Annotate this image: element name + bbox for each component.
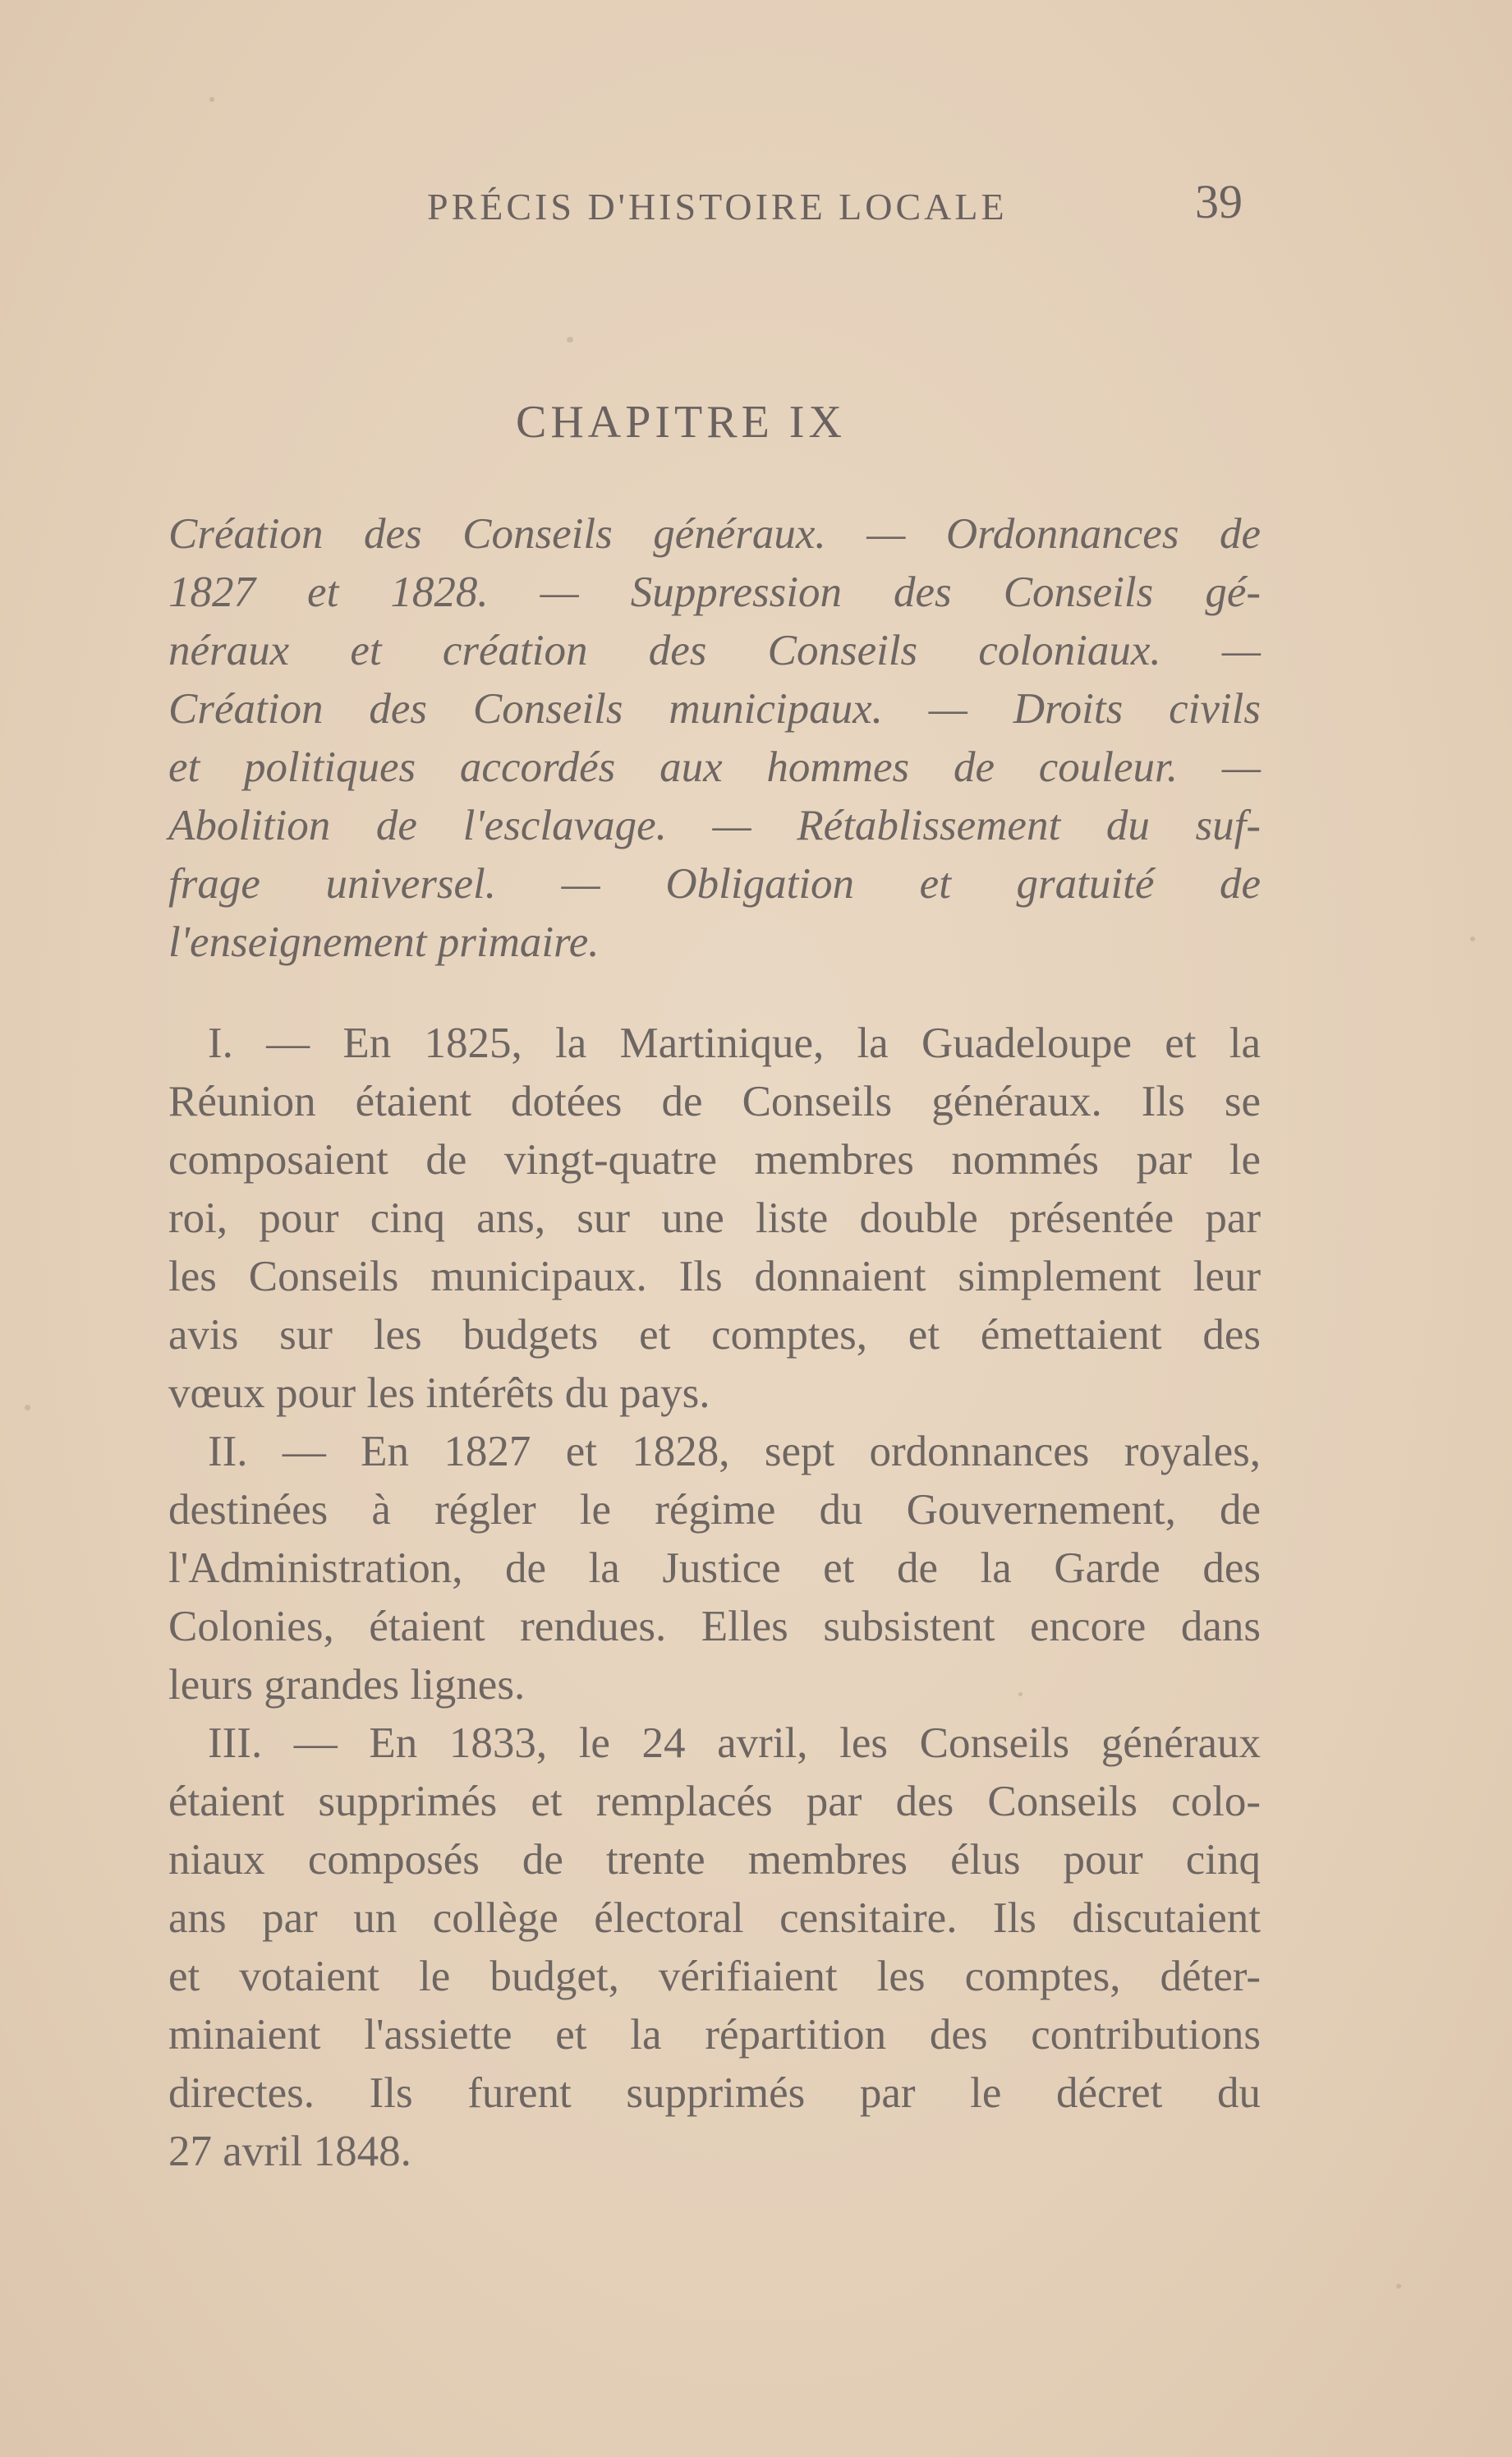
summary-line: l'enseignement primaire. [168, 918, 600, 966]
text-line: étaient supprimés et remplacés par des Conseils colo- [168, 1778, 1261, 1825]
text-line: 27 avril 1848. [168, 2128, 411, 2175]
body-text [168, 1015, 1261, 2181]
text-line: l'Administration, de la Justice et de la Garde des [168, 1544, 1261, 1592]
text-line: directes. Ils furent supprimés par le décret du [168, 2069, 1261, 2117]
paper-speck [1396, 2284, 1401, 2289]
running-head: PRÉCIS D'HISTOIRE LOCALE [427, 186, 1008, 228]
summary-line: 1827 et 1828. — Suppression des Conseils gé- [168, 568, 1261, 616]
chapter-summary [168, 505, 1261, 972]
text-line: destinées à régler le régime du Gouvernement, de [168, 1486, 1261, 1534]
paragraph-1 [168, 1015, 1261, 1423]
text-line: avis sur les budgets et comptes, et émettaient des [168, 1311, 1261, 1359]
text-line: ans par un collège électoral censitaire. Ils discutaient [168, 1894, 1261, 1942]
text-line: Colonies, étaient rendues. Elles subsistent encore dans [168, 1603, 1261, 1650]
text-line: et votaient le budget, vérifiaient les comptes, déter- [168, 1953, 1261, 2000]
chapter-title: CHAPITRE IX [516, 397, 846, 448]
text-line: minaient l'assiette et la répartition des contributions [168, 2011, 1261, 2059]
text-line: leurs grandes lignes. [168, 1661, 526, 1709]
text-line: roi, pour cinq ans, sur une liste double présentée par [168, 1194, 1261, 1242]
text-line: I. — En 1825, la Martinique, la Guadeloupe et la [208, 1019, 1261, 1067]
paper-speck [1470, 936, 1475, 941]
summary-line: Création des Conseils municipaux. — Droits civils [168, 685, 1261, 733]
paper-speck [567, 337, 573, 343]
paper-speck [209, 97, 214, 102]
summary-line: néraux et création des Conseils coloniaux. — [168, 627, 1261, 674]
paper-speck [25, 1405, 30, 1410]
text-line: niaux composés de trente membres élus pour cinq [168, 1836, 1261, 1884]
paragraph-3 [168, 1714, 1261, 2181]
text-line: Réunion étaient dotées de Conseils généraux. Ils se [168, 1078, 1261, 1125]
text-line: III. — En 1833, le 24 avril, les Conseils généraux [208, 1719, 1261, 1767]
text-line: II. — En 1827 et 1828, sept ordonnances royales, [208, 1428, 1261, 1475]
paragraph-2 [168, 1423, 1261, 1714]
text-line: les Conseils municipaux. Ils donnaient simplement leur [168, 1253, 1261, 1300]
page-number: 39 [1195, 175, 1243, 228]
summary-line: frage universel. — Obligation et gratuité de [168, 860, 1261, 908]
summary-line: et politiques accordés aux hommes de couleur. — [168, 743, 1261, 791]
text-line: composaient de vingt-quatre membres nommés par le [168, 1136, 1261, 1184]
summary-line: Abolition de l'esclavage. — Rétablissement du suf- [168, 802, 1261, 849]
summary-line: Création des Conseils généraux. — Ordonnances de [168, 510, 1261, 558]
text-line: vœux pour les intérêts du pays. [168, 1369, 710, 1417]
